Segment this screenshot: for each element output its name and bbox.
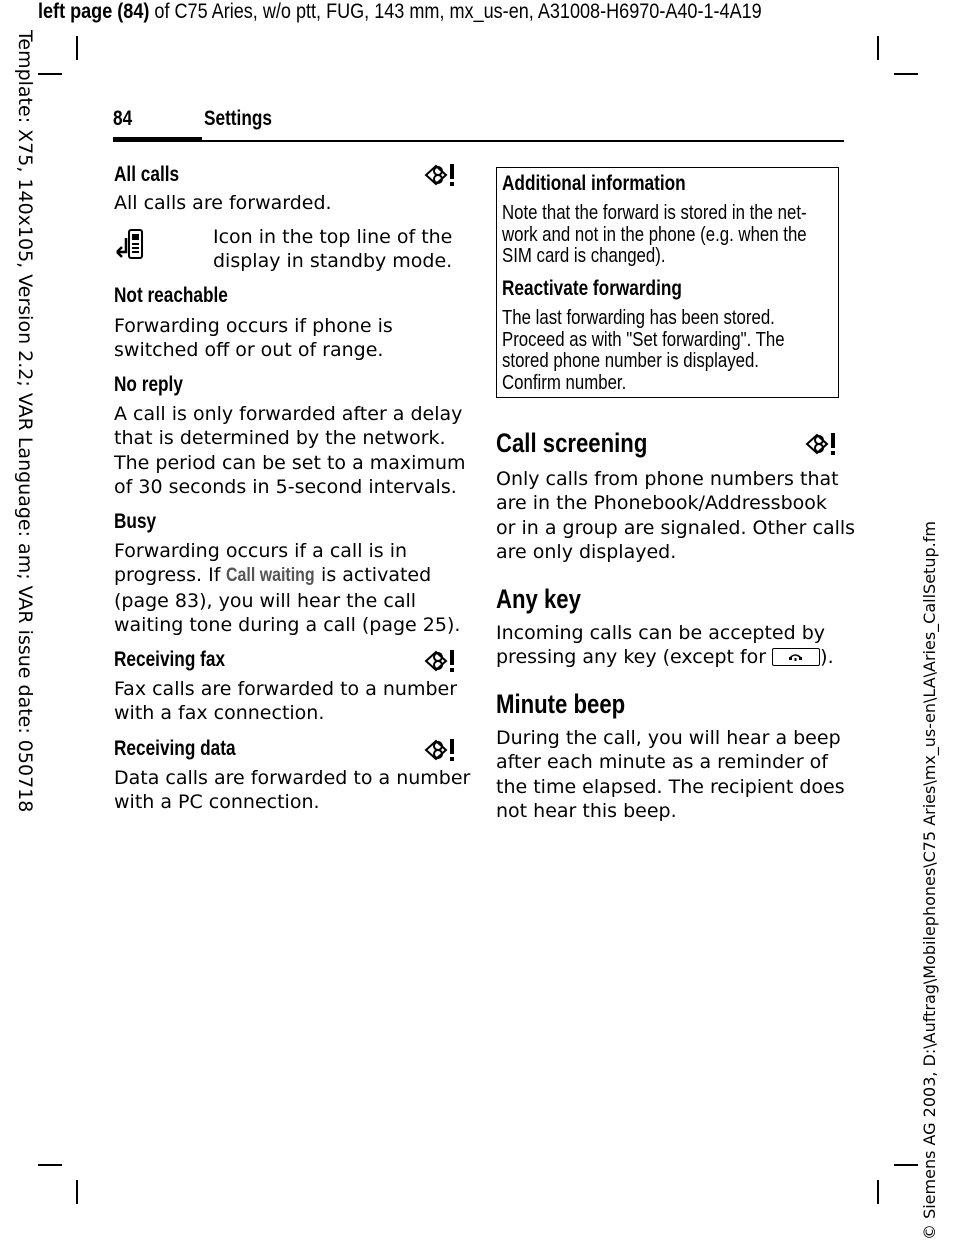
any-key-text — [496, 621, 834, 670]
text-line: The last forwarding has been stored. — [502, 306, 775, 329]
end-call-key-icon — [772, 648, 820, 666]
heading-receiving-data: Receiving data — [114, 737, 236, 760]
header-rule-thick — [113, 137, 202, 141]
text-line: Incoming calls can be accepted by — [496, 622, 826, 644]
crop-mark — [877, 36, 879, 60]
minute-beep-text — [496, 726, 845, 824]
info-box-paragraph — [502, 202, 807, 267]
section-title: Settings — [204, 107, 272, 130]
heading-no-reply: No reply — [114, 373, 183, 396]
additional-info-box — [496, 167, 839, 398]
crop-mark — [38, 1164, 62, 1166]
info-box-paragraph — [502, 307, 785, 393]
text-fragment: progress. If — [114, 564, 227, 587]
call-forward-icon — [114, 228, 146, 262]
text-line — [114, 563, 460, 588]
text-fragment: ). — [820, 646, 834, 669]
text-line: stored phone number is displayed. — [502, 349, 759, 372]
text-line: Forwarding occurs if a call is in — [114, 540, 408, 562]
receiving-fax-text — [114, 677, 457, 726]
top-line-rest: of C75 Aries, w/o ptt, FUG, 143 mm, mx_us-en, A31008-H6970-A40-1-4A19 — [149, 0, 762, 23]
icon-note-line: Icon in the top line of the — [213, 226, 453, 248]
text-line: that is determined by the network. — [114, 427, 446, 450]
text-line: Only calls from phone numbers that — [496, 468, 839, 490]
text-line: Data calls are forwarded to a number — [114, 767, 471, 789]
text-line: A call is only forwarded after a delay — [114, 403, 463, 425]
info-box-heading: Additional information — [502, 172, 686, 195]
text-line: of 30 seconds in 5-second intervals. — [114, 476, 457, 499]
text-line: During the call, you will hear a beep — [496, 727, 841, 749]
text-fragment: is activated — [315, 564, 432, 587]
text-line: after each minute as a reminder of — [496, 751, 828, 774]
heading-any-key: Any key — [496, 584, 581, 614]
text-line: Proceed as with "Set forwarding". The — [502, 327, 785, 351]
crop-mark — [76, 36, 78, 60]
icon-note-line: display in standby mode. — [213, 250, 453, 273]
network-service-icon — [424, 162, 458, 188]
crop-mark — [894, 1164, 918, 1166]
network-service-icon — [424, 737, 458, 763]
receiving-data-text — [114, 766, 470, 815]
text-line: waiting tone during a call (page 25). — [114, 614, 461, 637]
not-reachable-text — [114, 314, 393, 363]
text-line: The period can be set to a maximum — [114, 451, 466, 474]
crop-mark — [38, 73, 62, 75]
heading-call-screening: Call screening — [496, 428, 648, 458]
heading-receiving-fax: Receiving fax — [114, 648, 226, 671]
all-calls-icon-note — [213, 225, 452, 274]
text-line: with a PC connection. — [114, 791, 320, 814]
text-line: switched off or out of range. — [114, 339, 384, 362]
top-line — [38, 0, 762, 24]
text-line: Confirm number. — [502, 370, 627, 394]
text-line: the time elapsed. The recipient does — [496, 775, 845, 798]
call-screening-text — [496, 467, 855, 565]
text-line: Fax calls are forwarded to a number — [114, 678, 458, 700]
text-line — [496, 645, 834, 669]
text-line: SIM card is changed). — [502, 244, 666, 267]
busy-text — [114, 539, 460, 638]
text-line: not hear this beep. — [496, 800, 677, 823]
crop-mark — [894, 73, 918, 75]
heading-not-reachable: Not reachable — [114, 284, 228, 307]
left-margin-text: Template: X75, 140x105, Version 2.2; VAR Language: am; VAR issue date: 050718 — [14, 30, 36, 813]
heading-busy: Busy — [114, 510, 157, 533]
text-line: Note that the forward is stored in the net- — [502, 201, 807, 224]
heading-all-calls: All calls — [114, 163, 180, 186]
crop-mark — [76, 1180, 78, 1204]
header-rule — [113, 140, 844, 142]
heading-minute-beep: Minute beep — [496, 689, 626, 719]
no-reply-text — [114, 402, 466, 500]
info-box-heading: Reactivate forwarding — [502, 277, 682, 300]
text-line: with a fax connection. — [114, 702, 325, 725]
all-calls-text: All calls are forwarded. — [114, 192, 332, 214]
network-service-icon — [805, 431, 839, 457]
text-line: (page 83), you will hear the call — [114, 589, 417, 612]
text-line: Forwarding occurs if phone is — [114, 315, 393, 337]
text-line: or in a group are signaled. Other calls — [496, 516, 856, 539]
network-service-icon — [424, 648, 458, 674]
crop-mark — [877, 1180, 879, 1204]
top-line-bold: left page (84) — [38, 0, 150, 23]
text-line: work and not in the phone (e.g. when the — [502, 222, 807, 246]
text-fragment: pressing any key (except for — [496, 646, 773, 669]
call-waiting-menu-term: Call waiting — [226, 565, 316, 587]
text-line: are only displayed. — [496, 541, 677, 564]
page-number: 84 — [113, 107, 133, 130]
right-margin-text: © Siemens AG 2003, D:\Auftrag\Mobilephones\C75 Aries\mx_us-en\LA\Aries_CallSetup.fm — [920, 521, 939, 1240]
text-line: are in the Phonebook/Addressbook — [496, 492, 827, 515]
